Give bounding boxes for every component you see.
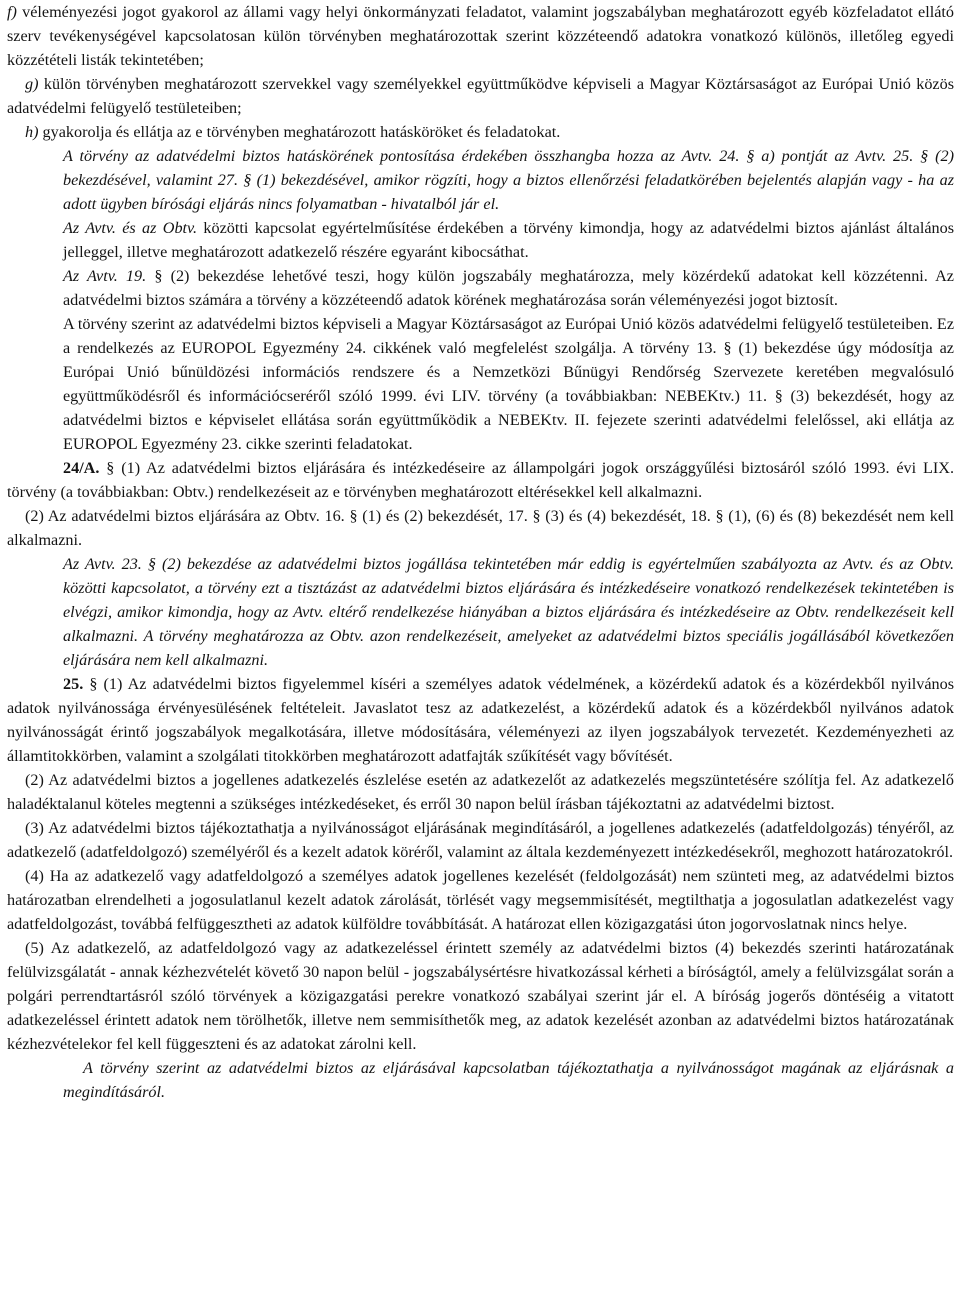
list-item-text: gyakorolja és ellátja az e törvényben meghatározott hatásköröket és feladatokat. [42, 123, 561, 141]
section-24a-paragraph-2: (2) Az adatvédelmi biztos eljárására az Obtv. 16. § (1) és (2) bekezdését, 17. § (3) és (4) bekezdését, 18. § (1), (6) és (8) bekezdését nem kell alkalmazni. [7, 507, 954, 549]
section-25-paragraph-3: (3) Az adatvédelmi biztos tájékoztathatja a nyilvánosságot eljárásának megindításáról, a jogellenes adatkezelés (adatfeldolgozás) tényéről, az adatkezelő (adatfeldolgozó) személyéről és a kezelt adatok köréről, valamint az általa kezdeményezett intézkedésekről, meghozott határozatokról. [7, 819, 954, 861]
commentary-block [7, 552, 954, 672]
list-item-f [7, 0, 954, 72]
list-item-marker: f) [7, 3, 17, 21]
commentary-paragraph: Az Avtv. 23. § (2) bekezdése az adatvédelmi biztos jogállása tekintetében már eddig is egyértelműen szabályozta az Avtv. és az Obtv. közötti kapcsolatot, a törvény ezt a tisztázást az adatvédelmi biztos eljárására és intézkedéseire vonatkozó rendelkezések tekintetében is elvégzi, amikor kimondja, hogy az Avtv. eltérő rendelkezése hiányában a biztos eljárására és intézkedéseire az Obtv. rendelkezéseit kell alkalmazni. A törvény meghatározza az Obtv. azon rendelkezéseit, amelyeket az adatvédelmi biztos speciális jogállásából következően eljárására nem kell alkalmazni. [63, 555, 954, 669]
commentary-paragraph: A törvény az adatvédelmi biztos hatáskörének pontosítása érdekében összhangba hozza az Avtv. 24. § a) pontját az Avtv. 25. § (2) bekezdésével, valamint 27. § (1) bekezdésével, amikor rögzíti, hogy a biztos ellenőrzési feladatkörében bejelentés alapján vagy - ha az adott ügyben bírósági eljárás nincs folyamatban - hivatalból jár el. [63, 147, 954, 213]
list-item-h [7, 120, 954, 144]
section-25-paragraph-1: 25. § (1) Az adatvédelmi biztos figyelemmel kíséri a személyes adatok védelmének, a közérdekű adatok és a közérdekből nyilvános adatok nyilvánossága érvényesülésének feltételeit. Javaslatot tesz az adatkezelést, a közérdekű adatok és a közérdekből nyilvános adatok nyilvánosságát érintő jogszabályok megalkotására, illetve módosítására, véleményezi az ilyen jogszabályok tervezetét. Kezdeményezheti az államtitokkörben, valamint a szolgálati titokkörben meghatározott adatfajták szűkítését vagy bővítését. [7, 675, 954, 765]
commentary-block [7, 144, 954, 456]
section-25-paragraph-4: (4) Ha az adatkezelő vagy adatfeldolgozó a személyes adatok jogellenes kezelését (feldolgozását) nem szünteti meg, az adatvédelmi biztos határozatban elrendelheti a jogosulatlanul kezelt adatok zárolását, törlését vagy megsemmisítését, megtilthatja a jogosulatlan adatkezelést vagy adatfeldolgozást, továbbá felfüggesztheti az adatok külföldre továbbítását. A határozat ellen közigazgatási úton jogorvoslatnak nincs helye. [7, 867, 954, 933]
section-25-paragraph-5: (5) Az adatkezelő, az adatfeldolgozó vagy az adatkezeléssel érintett személy az adatvédelmi biztos (4) bekezdés szerinti határozatának felülvizsgálatát - annak kézhezvételét követő 30 napon belül - jogszabálysértésre hivatkozással kérheti a bíróságtól, amely a felülvizsgálat során a polgári perrendtartásról szóló törvények a közigazgatási perekre vonatkozó szabályai szerint jár el. A bíróság jogerős döntéséig a vitatott adatkezeléssel érintett adatok nem törölhetők, illetve nem semmisíthetők meg, az adatok kezelését azonban az adatvédelmi biztos határozatának kézhezvételekor fel kell függeszteni és az adatokat zárolni kell. [7, 939, 954, 1053]
list-item-text: külön törvényben meghatározott szervekkel vagy személyekkel együttműködve képviseli a Magyar Köztársaságot az Európai Unió közös adatvédelmi felügyelő testületeiben; [7, 75, 954, 117]
section-24a-paragraph-1: 24/A. § (1) Az adatvédelmi biztos eljárására és intézkedéseire az állampolgári jogok országgyűlési biztosáról szóló 1993. évi LIX. törvény (a továbbiakban: Obtv.) rendelkezéseit az e törvényben meghatározott eltérésekkel kell alkalmazni. [7, 459, 954, 501]
section-25-paragraph-2: (2) Az adatvédelmi biztos a jogellenes adatkezelés észlelése esetén az adatkezelőt az adatkezelés megszüntetésére szólítja fel. Az adatkezelő haladéktalanul köteles megtenni a szükséges intézkedéseket, és erről 30 napon belül írásban tájékoztatni az adatvédelmi biztost. [7, 771, 954, 813]
section-number: 24/A. [63, 459, 100, 477]
list-item-marker: g) [25, 75, 39, 93]
commentary-paragraph: A törvény szerint az adatvédelmi biztos képviseli a Magyar Köztársaságot az Európai Unió közös adatvédelmi felügyelő testületeiben. Ez a rendelkezés az EUROPOL Egyezmény 24. cikkének való megfelelést szolgálja. A törvény 13. § (1) bekezdése úgy módosítja az Európai Unió bűnüldözési információs rendszere és a Nemzetközi Bűnügyi Rendőrség Szervezete keretében megvalósuló együttműködésről és információcseréről szóló 1999. évi LIV. törvény (a továbbiakban: NEBEKtv.) 11. § (3) bekezdését, hogy az adatvédelmi biztos e képviselet ellátása során együttműködik a NEBEKtv. II. fejezete szerinti adatvédelmi felelőssel, aki ellátja az EUROPOL Egyezmény 23. cikke szerinti feladatokat. [63, 315, 954, 453]
list-item-text: véleményezési jogot gyakorol az állami vagy helyi önkormányzati feladatot, valamint jogszabályban meghatározott egyéb közfeladatot ellátó szerv tevékenységével kapcsolatosan külön törvényben meghatározottak szerint közzéteendő adatokra vonatkozó különös, illetőleg egyedi közzétételi listák tekintetében; [7, 3, 954, 69]
list-item-marker: h) [25, 123, 39, 141]
commentary-paragraph: Az Avtv. és az Obtv. közötti kapcsolat egyértelműsítése érdekében a törvény kimondja, hogy az adatvédelmi biztos ajánlást általános jelleggel, illetve meghatározott adatkezelő részére egyaránt kibocsáthat. [63, 219, 954, 261]
section-number: 25. [63, 675, 84, 693]
commentary-block [7, 1056, 954, 1104]
commentary-paragraph: Az Avtv. 19. § (2) bekezdése lehetővé teszi, hogy külön jogszabály meghatározza, mely közérdekű adatokat kell közzétenni. Az adatvédelmi biztos számára a törvény a közzéteendő adatok körének meghatározása során véleményezési jogot biztosít. [63, 267, 954, 309]
list-item-g [7, 72, 954, 120]
commentary-paragraph: A törvény szerint az adatvédelmi biztos az eljárásával kapcsolatban tájékoztathatja a nyilvánosságot magának az eljárásnak a megindításáról. [63, 1059, 954, 1101]
